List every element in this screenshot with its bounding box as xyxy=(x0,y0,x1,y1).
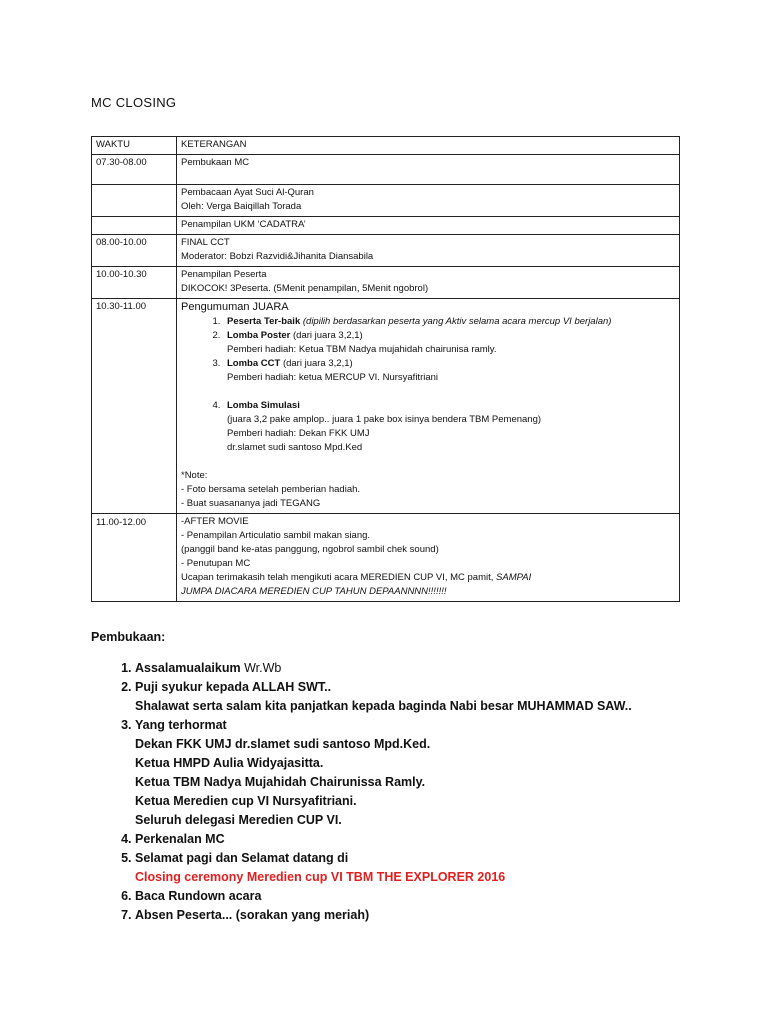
row-description xyxy=(177,514,680,602)
list-item xyxy=(223,329,675,357)
description-line: Pembacaan Ayat Suci Al-Quran xyxy=(181,187,314,198)
description-line: - Penampilan Articulatio sambil makan siang. xyxy=(181,530,371,541)
table-header-row xyxy=(92,137,680,155)
closing-text-italic: SAMPAI xyxy=(496,572,532,583)
list-item xyxy=(135,678,735,716)
item-line: Ketua TBM Nadya Mujahidah Chairunissa Ramly. xyxy=(135,775,426,789)
item-text-normal: Wr.Wb xyxy=(240,661,282,675)
item-line: 2. Puji syukur kepada ALLAH SWT.. xyxy=(135,680,332,694)
description-line: Oleh: Verga Baiqillah Torada xyxy=(181,201,302,212)
closing-text: Ucapan terimakasih telah mengikuti acara MEREDIEN CUP VI, MC pamit, xyxy=(181,572,497,583)
row-description xyxy=(177,267,680,299)
list-item xyxy=(135,849,735,887)
list-item xyxy=(135,716,735,830)
header-keterangan: KETERANGAN xyxy=(177,137,680,155)
note-title: *Note: xyxy=(181,470,208,481)
item-text: Baca Rundown acara xyxy=(135,889,262,903)
row-time xyxy=(92,217,177,235)
item-sub: Pemberi hadiah: Ketua TBM Nadya mujahidah chairunisa ramly. xyxy=(227,344,497,355)
list-item xyxy=(135,887,735,906)
list-item xyxy=(135,906,735,925)
table-row xyxy=(92,155,680,185)
juara-list xyxy=(181,315,675,455)
schedule-table xyxy=(91,136,680,602)
description-line: Moderator: Bobzi Razvidi&Jihanita Diansabila xyxy=(181,251,374,262)
highlight-text: Closing ceremony Meredien cup VI TBM THE EXPLORER 2016 xyxy=(135,870,506,884)
item-detail: (dipilih berdasarkan peserta yang Aktiv selama acara mercup VI berjalan) xyxy=(300,316,612,327)
row-description xyxy=(177,299,680,514)
description-line: (panggil band ke-atas panggung, ngobrol sambil chek sound) xyxy=(181,544,439,555)
item-line: Ketua HMPD Aulia Widyajasitta. xyxy=(135,756,324,770)
description-line: DIKOCOK! 3Peserta. (5Menit penampilan, 5Menit ngobrol) xyxy=(181,283,429,294)
spacer xyxy=(227,385,675,399)
row-time: 07.30-08.00 xyxy=(92,155,177,185)
description-line xyxy=(181,585,675,599)
item-text: Perkenalan MC xyxy=(135,832,225,846)
item-title: Peserta Ter-baik xyxy=(227,316,301,327)
item-line: 3. Yang terhormat xyxy=(135,718,227,732)
table-row xyxy=(92,514,680,602)
list-item xyxy=(135,830,735,849)
description-line: -AFTER MOVIE xyxy=(181,516,249,527)
item-detail: (dari juara 3,2,1) xyxy=(290,330,363,341)
list-item xyxy=(135,659,735,678)
item-title: Lomba Poster xyxy=(227,330,291,341)
row-time: 10.30-11.00 xyxy=(92,299,177,514)
row-description: Pembukaan MC xyxy=(177,155,680,185)
item-title: Lomba CCT xyxy=(227,358,281,369)
note-line: - Buat suasananya jadi TEGANG xyxy=(181,498,321,509)
list-item xyxy=(223,399,675,455)
pembukaan-list xyxy=(91,659,735,925)
description-line: - Penutupan MC xyxy=(181,558,251,569)
item-line: Ketua Meredien cup VI Nursyafitriani. xyxy=(135,794,357,808)
row-heading: Pengumuman JUARA xyxy=(181,301,289,313)
page-title: MC CLOSING xyxy=(91,95,177,110)
list-item xyxy=(223,315,675,329)
list-item xyxy=(223,357,675,399)
closing-text-italic: JUMPA DIACARA MEREDIEN CUP TAHUN DEPAANNNN!!!!!!! xyxy=(181,586,447,597)
row-time xyxy=(92,185,177,217)
item-sub: (juara 3,2 pake amplop.. juara 1 pake box isinya bendera TBM Pemenang) xyxy=(227,414,542,425)
section-heading-pembukaan: Pembukaan: xyxy=(91,630,166,644)
row-time: 11.00-12.00 xyxy=(92,514,177,602)
item-line: Shalawat serta salam kita panjatkan kepada baginda Nabi besar MUHAMMAD SAW.. xyxy=(135,699,632,713)
row-description xyxy=(177,185,680,217)
row-description xyxy=(177,235,680,267)
item-text: Absen Peserta... (sorakan yang meriah) xyxy=(135,908,370,922)
description-line: Penampilan Peserta xyxy=(181,269,267,280)
table-row xyxy=(92,235,680,267)
item-line: Dekan FKK UMJ dr.slamet sudi santoso Mpd.Ked. xyxy=(135,737,431,751)
note-line: - Foto bersama setelah pemberian hadiah. xyxy=(181,484,361,495)
spacer xyxy=(181,455,675,469)
row-time: 08.00-10.00 xyxy=(92,235,177,267)
item-line: Seluruh delegasi Meredien CUP VI. xyxy=(135,813,342,827)
item-text: Assalamualaikum xyxy=(135,661,241,675)
item-sub: Pemberi hadiah: ketua MERCUP VI. Nursyafitriani xyxy=(227,372,439,383)
item-title: Lomba Simulasi xyxy=(227,400,300,411)
item-detail: (dari juara 3,2,1) xyxy=(280,358,353,369)
description-line xyxy=(181,571,675,585)
table-row xyxy=(92,217,680,235)
item-line: 5. Selamat pagi dan Selamat datang di xyxy=(135,851,349,865)
row-description: Penampilan UKM ‘CADATRA’ xyxy=(177,217,680,235)
header-waktu: WAKTU xyxy=(92,137,177,155)
description-line: FINAL CCT xyxy=(181,237,230,248)
item-sub: dr.slamet sudi santoso Mpd.Ked xyxy=(227,442,363,453)
table-row xyxy=(92,267,680,299)
item-sub: Pemberi hadiah: Dekan FKK UMJ xyxy=(227,428,370,439)
row-time: 10.00-10.30 xyxy=(92,267,177,299)
table-row xyxy=(92,299,680,514)
table-row xyxy=(92,185,680,217)
